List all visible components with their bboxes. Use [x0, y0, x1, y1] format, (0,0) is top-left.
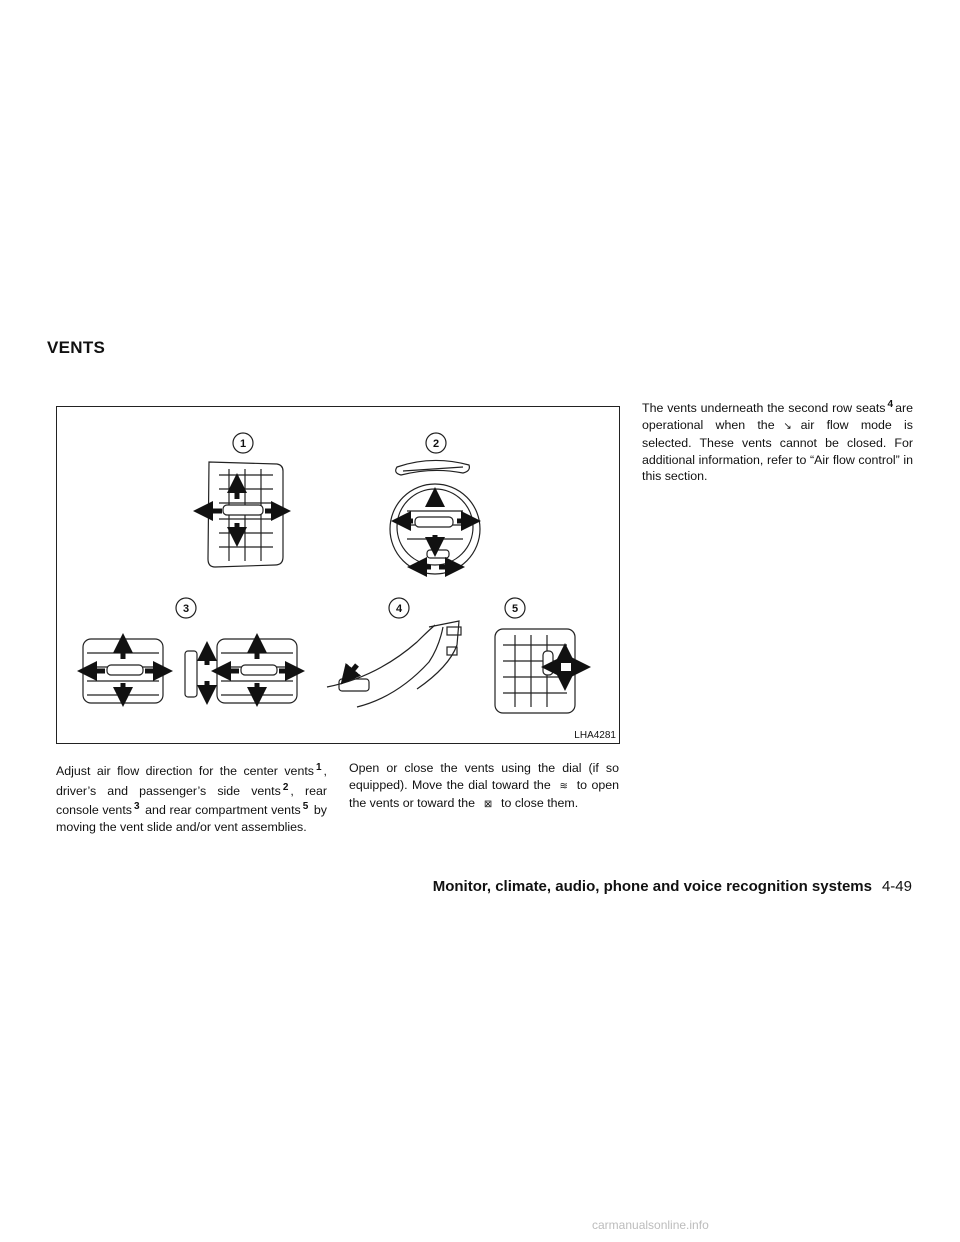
section-heading: VENTS — [47, 338, 106, 357]
rear-console-vents — [83, 639, 297, 703]
text: to close them. — [501, 796, 579, 810]
callout-ref-4: 4 — [887, 399, 894, 410]
paragraph-adjust-airflow — [56, 760, 327, 835]
callout-ref-5: 5 — [302, 801, 309, 813]
page-number: 4-49 — [881, 878, 912, 895]
text: air flow mode is selected. These vents cannot be closed. For additional information, refer to “Air flow control” in this section. — [642, 417, 913, 484]
footer-title: Monitor, climate, audio, phone and voice recognition systems — [432, 878, 872, 895]
page-footer — [433, 878, 912, 895]
callout-ref-2: 2 — [282, 781, 289, 793]
vents-diagram — [57, 407, 619, 743]
text: are operational when the — [642, 401, 913, 432]
side-vent — [390, 460, 480, 574]
foot-airflow-icon: ↘ — [783, 420, 792, 432]
callout-5-label: 5 — [511, 603, 519, 615]
text: Adjust air flow direction for the center vents — [56, 764, 314, 779]
figure-code: LHA4281 — [574, 730, 616, 741]
text: The vents underneath the second row seats — [642, 401, 886, 416]
callout-1-label: 1 — [239, 438, 247, 450]
watermark: carmanualsonline.info — [592, 1218, 709, 1232]
vent-closed-icon: ⊠ — [483, 799, 493, 810]
text: , rear console vents — [56, 783, 327, 818]
callout-ref-3: 3 — [133, 801, 140, 813]
text: Open or close the vents using the dial (if so equipped). Move the dial toward the — [349, 761, 619, 792]
callout-4-label: 4 — [395, 603, 403, 615]
text: and rear compartment vents — [141, 803, 301, 818]
text: , driver’s and passenger’s side vents — [56, 764, 327, 798]
vent-open-icon: ≋ — [559, 780, 568, 792]
callout-2-label: 2 — [432, 438, 440, 450]
vents-illustration — [56, 406, 620, 744]
center-vent — [208, 462, 283, 567]
paragraph-under-seat-vents — [642, 397, 913, 485]
text: to open the vents or toward the — [349, 777, 620, 810]
text: by moving the vent slide and/or vent assemblies. — [56, 803, 328, 834]
paragraph-open-close-vents — [349, 760, 619, 814]
under-seat-vents — [327, 621, 461, 707]
direction-arrows — [87, 483, 581, 697]
callout-3-label: 3 — [182, 603, 190, 615]
callout-ref-1: 1 — [315, 762, 322, 773]
